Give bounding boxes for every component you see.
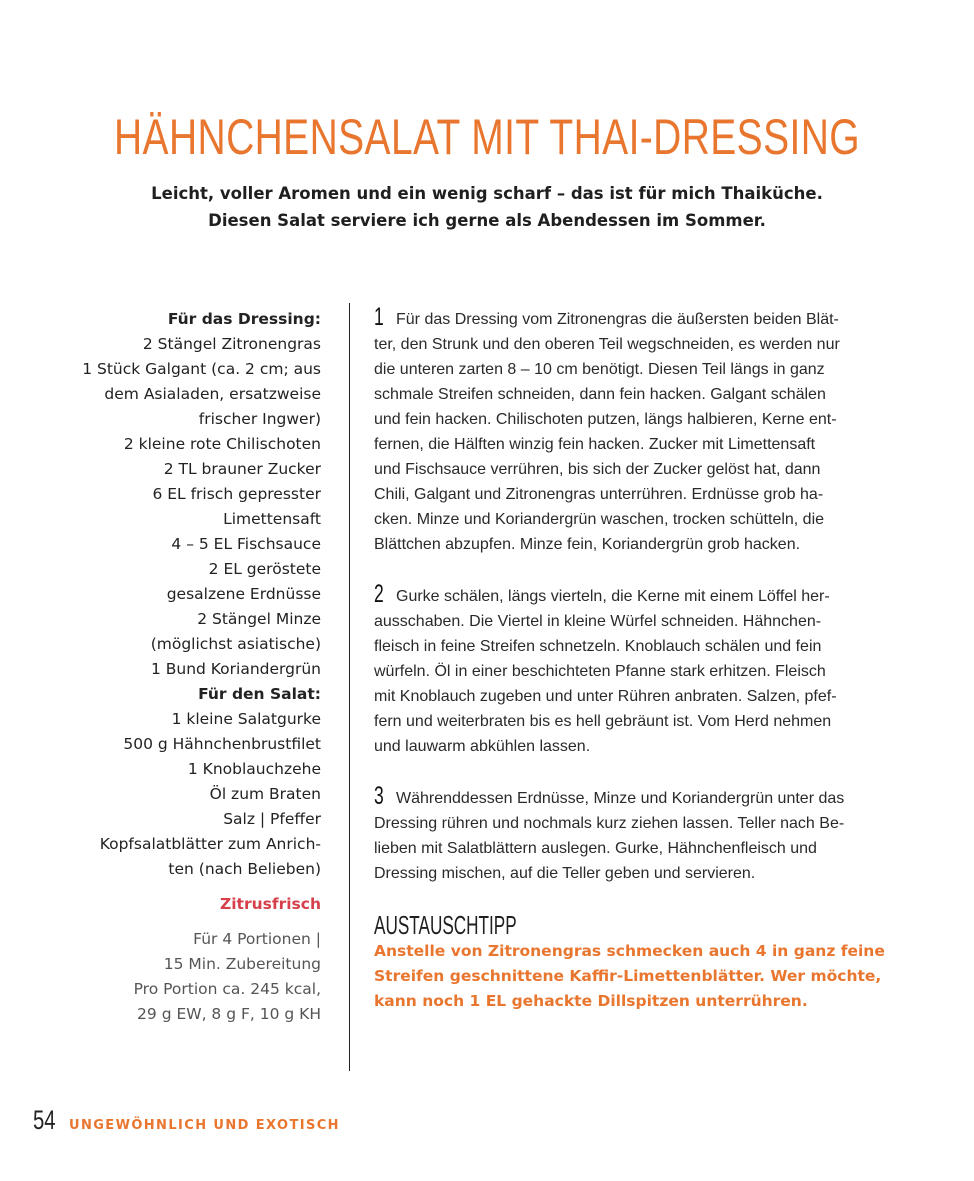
tip-text [374, 939, 894, 1014]
step-line: und Fischsauce verrühren, bis sich der Zucker gelöst hat, dann [374, 461, 821, 478]
salad-heading: Für den Salat: [198, 685, 321, 703]
ingredient-line: 4 – 5 EL Fischsauce [171, 535, 321, 553]
step-line [374, 784, 894, 811]
ingredient-line: 1 Stück Galgant (ca. 2 cm; aus [82, 360, 321, 378]
nutrition-line: 29 g EW, 8 g F, 10 g KH [137, 1005, 321, 1023]
tip-box [374, 909, 894, 1014]
category-label: Zitrusfrisch [219, 895, 321, 913]
step-line: und lauwarm abkühlen lassen. [374, 738, 591, 755]
column-divider [349, 303, 350, 1071]
step-line: schmale Streifen schneiden, dann fein hacken. Galgant schälen [374, 386, 826, 403]
step-line: die unteren zarten 8 – 10 cm benötigt. Diesen Teil längs in ganz [374, 361, 825, 378]
ingredient-line: 2 Stängel Minze [197, 610, 321, 628]
ingredient-line: 1 kleine Salatgurke [171, 710, 321, 728]
step-text: Für das Dressing vom Zitronengras die äußersten beiden Blät- [396, 311, 839, 328]
ingredient-line: 1 Bund Koriandergrün [150, 660, 321, 678]
subtitle-line: Leicht, voller Aromen und ein wenig scharf – das ist für mich Thaiküche. [151, 184, 823, 203]
step-line: Chili, Galgant und Zitronengras unterrühren. Erdnüsse grob ha- [374, 486, 824, 503]
step-line: fleisch in feine Streifen schnetzeln. Knoblauch schälen und fein [374, 638, 822, 655]
ingredient-line: Kopfsalatblätter zum Anrich- [99, 835, 321, 853]
step-line: Dressing mischen, auf die Teller geben und servieren. [374, 865, 756, 882]
step-line: und fein hacken. Chilischoten putzen, längs halbieren, Kerne ent- [374, 411, 837, 428]
ingredient-line: 2 TL brauner Zucker [163, 460, 321, 478]
ingredients-column [50, 307, 321, 1027]
step-line [374, 305, 894, 332]
ingredient-line: 2 kleine rote Chilischoten [123, 435, 321, 453]
instructions-column [374, 305, 894, 1014]
step-line [374, 582, 894, 609]
step-line: lieben mit Salatblättern auslegen. Gurke, Hähnchenfleisch und [374, 840, 817, 857]
step-line: fernen, die Hälften winzig fein hacken. Zucker mit Limettensaft [374, 436, 816, 453]
page-footer [33, 1105, 340, 1136]
step-line: Dressing rühren und nochmals kurz ziehen lassen. Teller nach Be- [374, 815, 845, 832]
nutrition-line: Pro Portion ca. 245 kcal, [133, 980, 321, 998]
tip-line: Anstelle von Zitronengras schmecken auch 4 in ganz feine [374, 942, 885, 960]
step-2 [374, 582, 894, 759]
nutrition-line: Für 4 Portionen | [193, 930, 321, 948]
tip-title: AUSTAUSCHTIPP [374, 910, 517, 940]
step-line: ausschaben. Die Viertel in kleine Würfel schneiden. Hähnchen- [374, 613, 822, 630]
step-line: fern und weiterbraten bis es hell gebräunt ist. Vom Herd nehmen [374, 713, 832, 730]
tip-line: kann noch 1 EL gehackte Dillspitzen unterrühren. [374, 992, 808, 1010]
tip-line: Streifen geschnittene Kaffir-Limettenblätter. Wer möchte, [374, 967, 882, 985]
page-number: 54 [33, 1105, 56, 1135]
recipe-title: HÄHNCHENSALAT MIT THAI-DRESSING [114, 109, 860, 165]
ingredient-line: Salz | Pfeffer [223, 810, 321, 828]
step-line: würfeln. Öl in einer beschichteten Pfanne stark erhitzen. Fleisch [374, 663, 826, 680]
recipe-subtitle [0, 180, 974, 234]
ingredient-line: dem Asialaden, ersatzweise [104, 385, 321, 403]
ingredient-line: 1 Knoblauchzehe [187, 760, 321, 778]
ingredient-line: Öl zum Braten [209, 785, 321, 803]
ingredient-line: gesalzene Erdnüsse [166, 585, 321, 603]
step-text: Gurke schälen, längs vierteln, die Kerne mit einem Löffel her- [396, 588, 830, 605]
step-line: mit Knoblauch zugeben und unter Rühren anbraten. Salzen, pfef- [374, 688, 837, 705]
ingredient-line: 500 g Hähnchenbrustfilet [123, 735, 321, 753]
step-number: 2 [374, 580, 384, 608]
nutrition-info [50, 927, 321, 1027]
step-number: 1 [374, 303, 384, 331]
step-3 [374, 784, 894, 886]
ingredient-line: frischer Ingwer) [198, 410, 321, 428]
step-line: ter, den Strunk und den oberen Teil wegschneiden, es werden nur [374, 336, 840, 353]
step-line: cken. Minze und Koriandergrün waschen, trocken schütteln, die [374, 511, 825, 528]
ingredient-line: ten (nach Belieben) [168, 860, 321, 878]
step-text: Währenddessen Erdnüsse, Minze und Koriandergrün unter das [396, 790, 845, 807]
ingredient-line: 2 EL geröstete [208, 560, 321, 578]
dressing-heading: Für das Dressing: [167, 310, 321, 328]
ingredient-line: Limettensaft [223, 510, 321, 528]
ingredient-line: 6 EL frisch gepresster [152, 485, 321, 503]
step-1 [374, 305, 894, 557]
ingredient-line: 2 Stängel Zitronengras [142, 335, 321, 353]
nutrition-line: 15 Min. Zubereitung [163, 955, 321, 973]
step-line: Blättchen abzupfen. Minze fein, Koriandergrün grob hacken. [374, 536, 801, 553]
subtitle-line: Diesen Salat serviere ich gerne als Abendessen im Sommer. [208, 211, 766, 230]
step-number: 3 [374, 782, 384, 810]
section-title: UNGEWÖHNLICH UND EXOTISCH [69, 1118, 340, 1133]
ingredient-line: (möglichst asiatische) [150, 635, 321, 653]
